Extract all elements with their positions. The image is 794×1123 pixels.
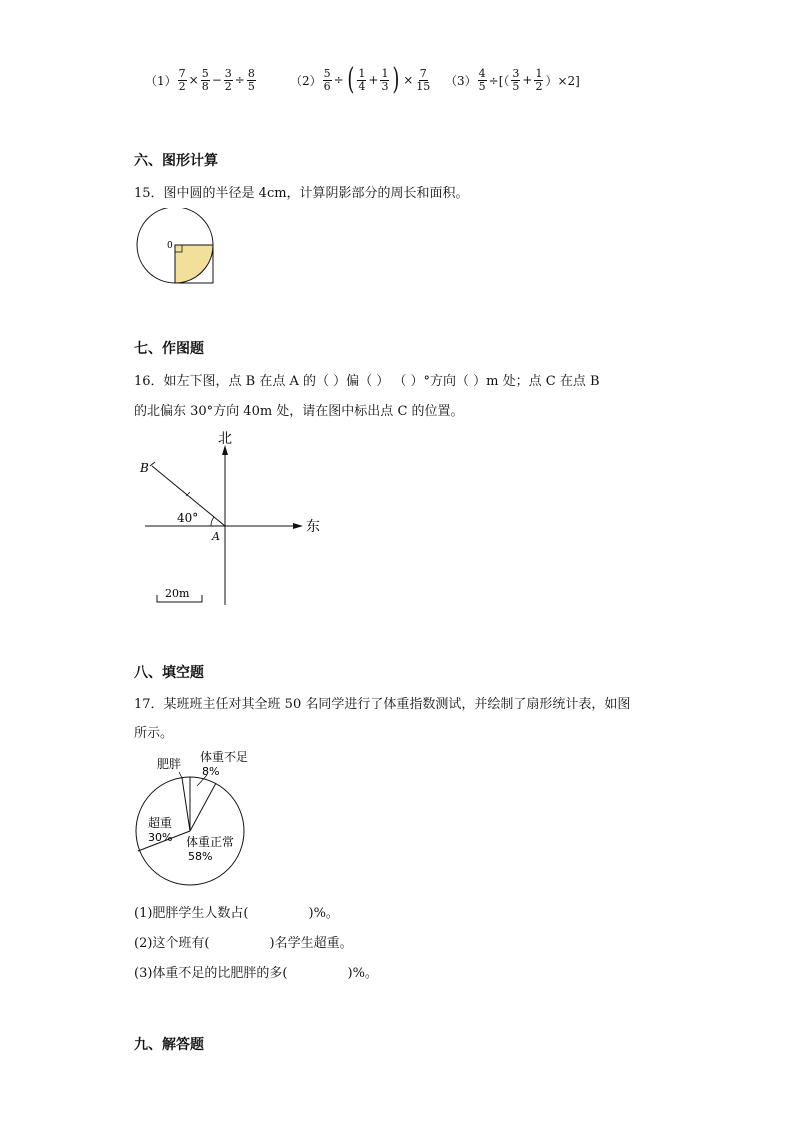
sub3-text: (3)体重不足的比肥胖的多( [134, 966, 288, 981]
question-17-line1: 17．某班班主任对其全班 50 名同学进行了体重指数测试，并绘制了扇形统计表，如图 [134, 697, 631, 712]
question-16-line1: 16．如左下图，点 B 在点 A 的（ ）偏（ ） （ ）°方向（ ）m 处；点 C 在点 B [134, 374, 600, 389]
leader-obese [179, 772, 182, 778]
fraction: $\frac{3}{2}$ [224, 66, 232, 93]
fraction: $\frac{7}{15}$ [416, 66, 431, 93]
sub1-text: (1)肥胖学生人数占( [134, 906, 249, 921]
pie-label-obese: 肥胖 [157, 757, 182, 771]
pie-label-overweight: 超重 [148, 816, 173, 830]
east-arrow [293, 523, 303, 529]
pie-label-underweight: 体重不足 [200, 750, 249, 764]
direction-diagram [130, 425, 330, 610]
pie-value-underweight: 8% [202, 765, 220, 778]
expr-label: （3） [445, 73, 477, 88]
point-b-tick [150, 462, 155, 466]
center-label: 0 [167, 241, 173, 251]
north-label: 北 [218, 431, 232, 447]
fraction: $\frac{5}{6}$ [323, 66, 331, 93]
pie-value-overweight: 30% [148, 831, 173, 844]
question-15: 15．图中圆的半径是 4cm，计算阴影部分的周长和面积。 [134, 186, 469, 201]
fraction: $\frac{8}{5}$ [247, 66, 255, 93]
sub3-suffix: )%。 [347, 966, 378, 981]
fraction: $\frac{1}{3}$ [381, 66, 389, 93]
sub-question-1 [134, 902, 339, 921]
pie-label-normal: 体重正常 [186, 835, 235, 849]
operator: × [188, 73, 199, 87]
right-paren: ) [392, 62, 400, 97]
operator: ）×2] [545, 73, 580, 88]
shaded-region [175, 245, 213, 283]
operator: ÷ [234, 73, 245, 87]
pie-value-normal: 58% [188, 850, 213, 863]
sub-question-2 [134, 932, 353, 951]
question-16-line2: 的北偏东 30°方向 40m 处，请在图中标出点 C 的位置。 [134, 404, 464, 419]
operator: ÷[（ [488, 73, 510, 88]
left-paren: ( [347, 62, 355, 97]
east-label: 东 [306, 519, 320, 535]
fraction: $\frac{5}{8}$ [201, 66, 209, 93]
scale-label: 20m [165, 587, 190, 600]
expr-label: （2） [290, 73, 322, 88]
question-17-line2: 所示。 [134, 726, 174, 741]
expression-2 [290, 60, 432, 100]
operator: + [522, 73, 533, 87]
circle-square-figure [132, 208, 222, 290]
sub-question-3 [134, 962, 378, 981]
sub2-text: (2)这个班有( [134, 936, 210, 951]
fraction: $\frac{1}{4}$ [358, 66, 366, 93]
pie-divider-underweight-normal [190, 783, 216, 831]
operator: + [368, 73, 379, 87]
section-heading-6: 六、图形计算 [134, 153, 218, 169]
fraction: $\frac{7}{2}$ [178, 66, 186, 93]
fraction: $\frac{3}{5}$ [512, 66, 520, 93]
sub1-suffix: )%。 [308, 906, 339, 921]
pie-chart [130, 748, 270, 893]
expr-label: （1） [145, 73, 177, 88]
section-heading-8: 八、填空题 [134, 665, 204, 681]
fraction: $\frac{1}{2}$ [535, 66, 543, 93]
pie-divider-obese-left [182, 778, 190, 831]
operator: ÷ [333, 73, 344, 87]
angle-label: 40° [177, 511, 199, 525]
point-b-label: B [140, 461, 149, 475]
expression-3 [445, 60, 581, 100]
sub2-suffix: )名学生超重。 [269, 936, 353, 951]
expression-1 [145, 60, 257, 100]
operator: × [403, 73, 414, 87]
operator: − [211, 73, 222, 87]
point-a-label: A [212, 530, 220, 543]
section-heading-7: 七、作图题 [134, 341, 204, 357]
angle-arc [211, 517, 214, 526]
section-heading-9: 九、解答题 [134, 1037, 204, 1053]
fraction: $\frac{4}{5}$ [478, 66, 486, 93]
